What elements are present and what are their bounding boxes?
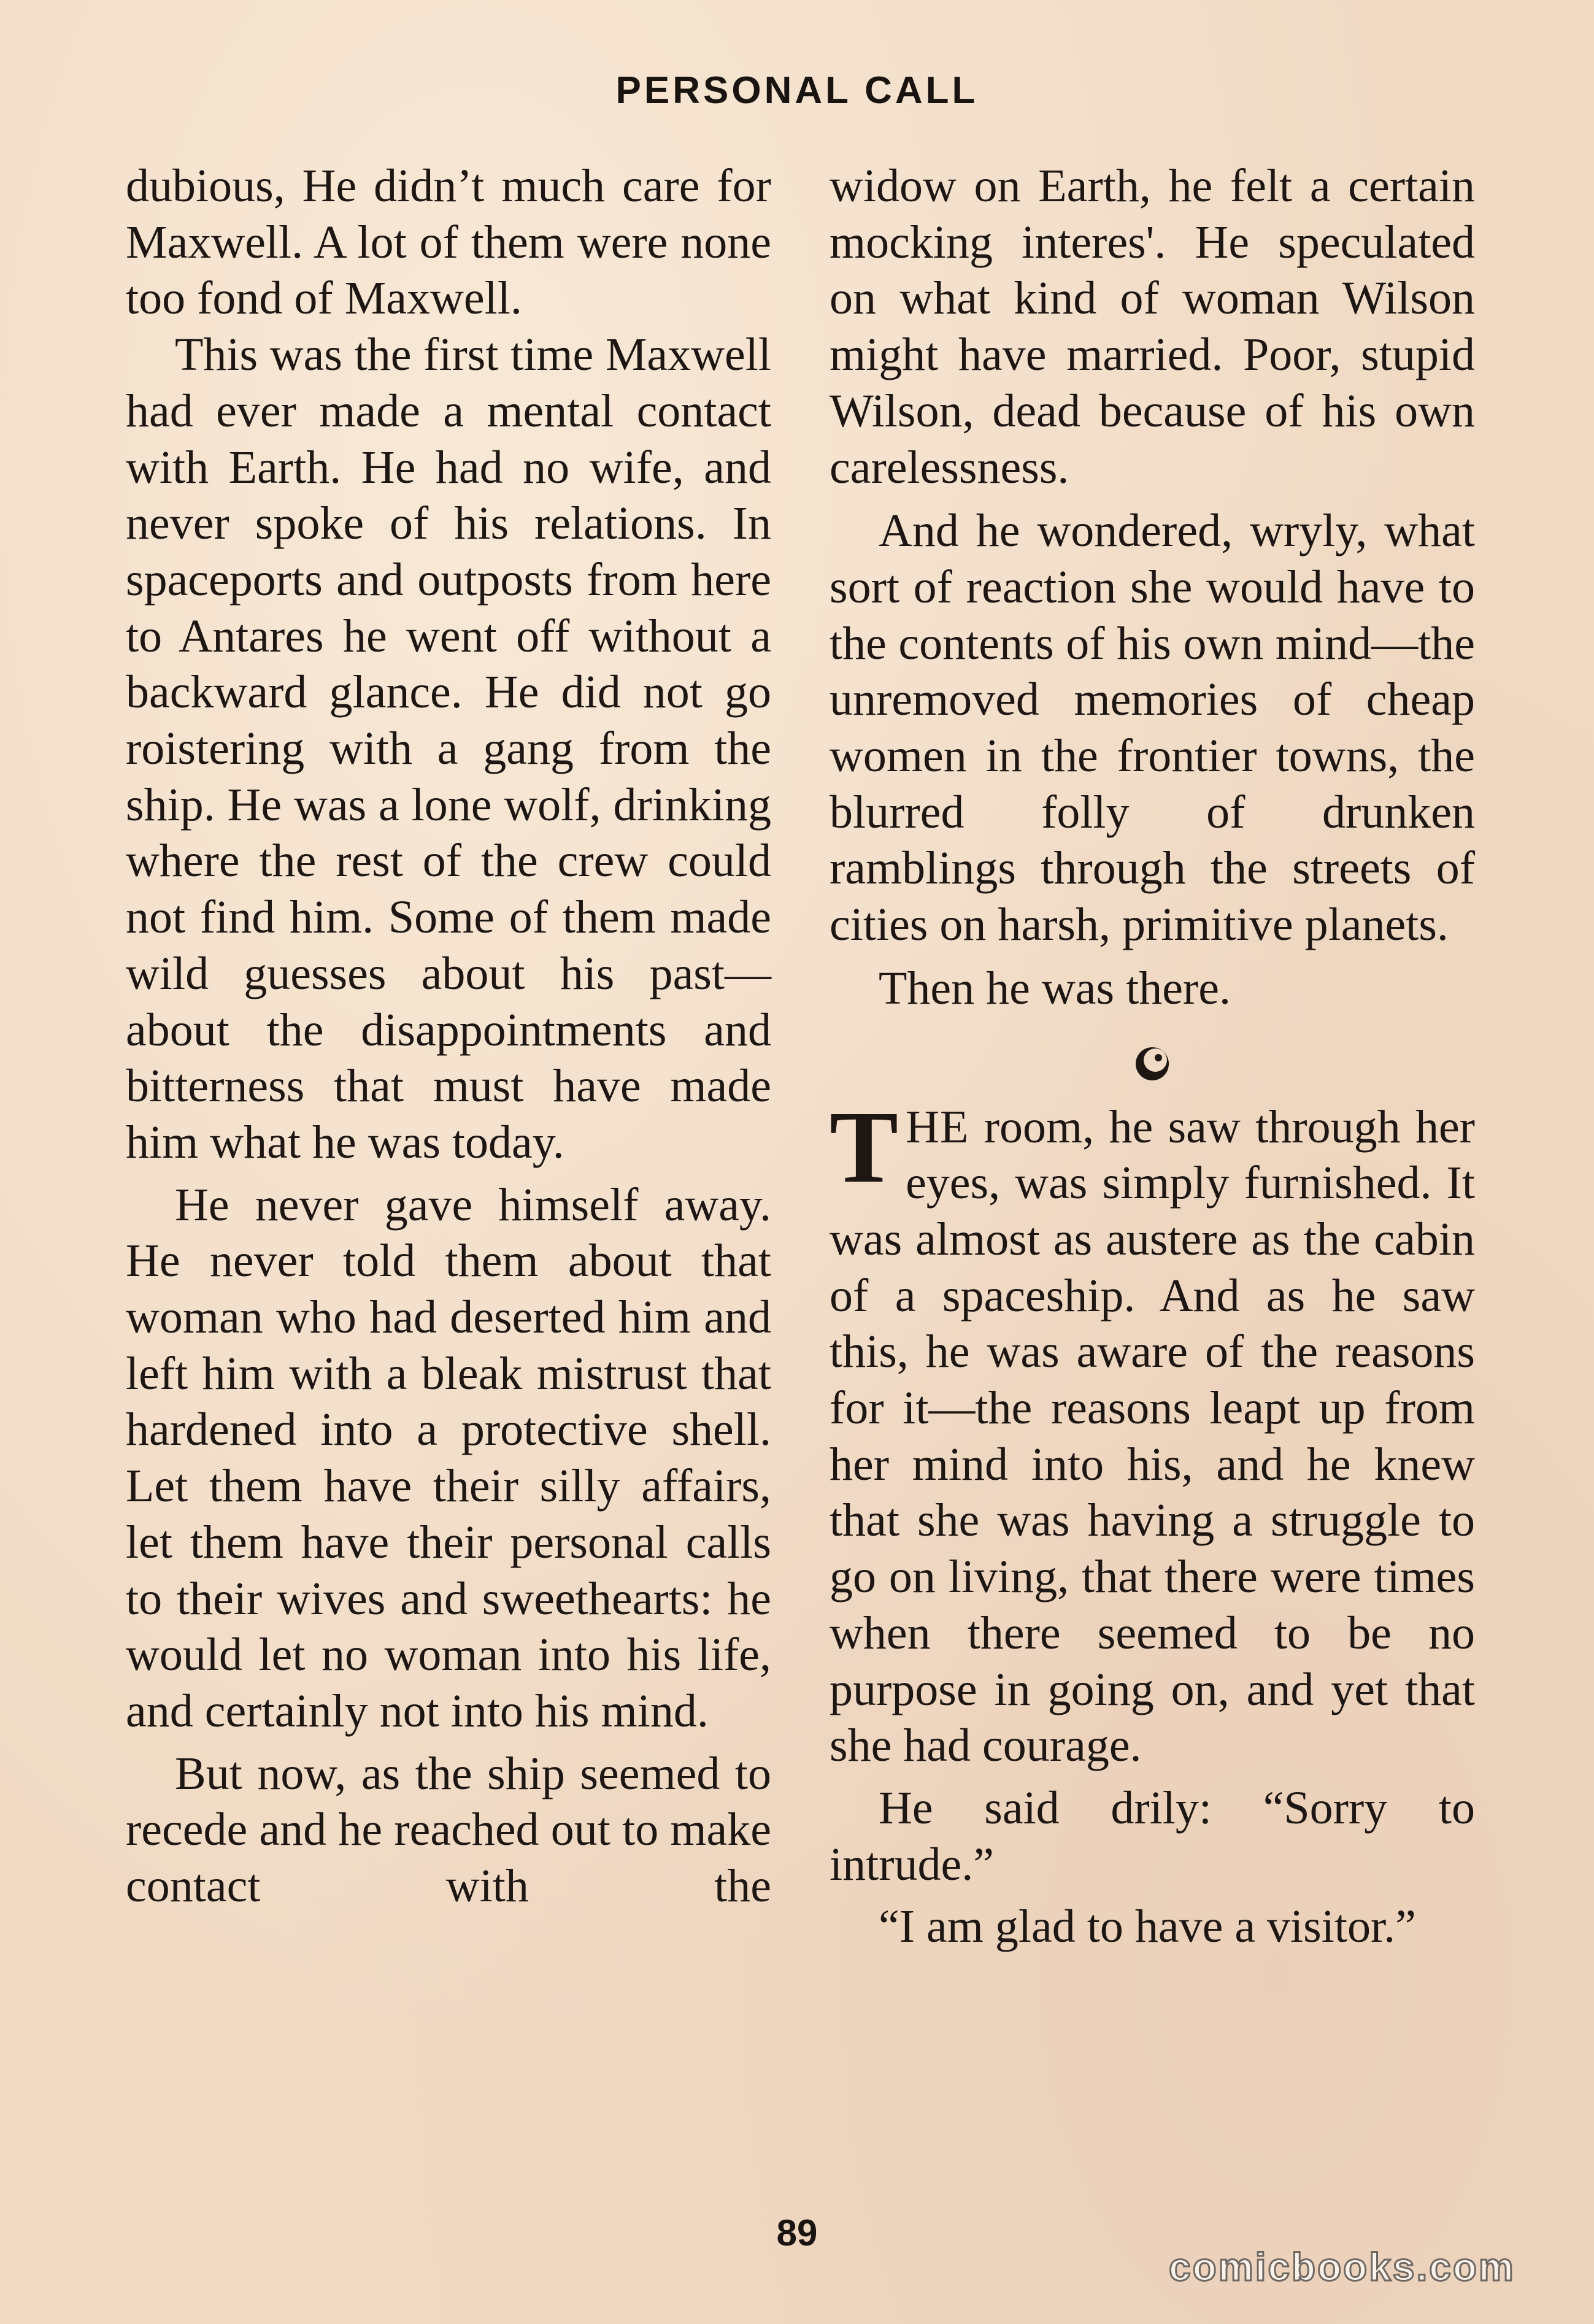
- small-caps-lead: HE: [906, 1101, 969, 1153]
- paragraph: He never gave himself away. He never told them about that woman who had deserted him and left him with a bleak mistrust that hardened into a protective shell. Let them have their silly affairs, let them have their personal calls to their wives and sweethearts: he would let no woman into his life, and certainly not into his mind.: [126, 1179, 771, 1737]
- source-watermark: comicbooks.com: [1169, 2245, 1515, 2289]
- paragraph: widow on Earth, he felt a certain mocking interes'. He speculated on what kind of woman Wilson might have married. Poor, stupid Wilson, dead because of his own carelessness.: [830, 160, 1475, 493]
- running-title: PERSONAL CALL: [615, 69, 979, 112]
- paragraph: He said drily: “Sorry to intrude.”: [830, 1782, 1475, 1890]
- right-column: [830, 158, 1475, 1955]
- crescent-moon-ornament-icon: [830, 1020, 1475, 1099]
- paragraph: Then he was there.: [879, 962, 1231, 1014]
- paragraph: This was the first time Maxwell had ever made a mental contact with Earth. He had no wife, and never spoke of his relations. In spaceports and outposts from here to Antares he went off without a backward glance. He did not go roistering with a gang from the ship. He was a lone wolf, drinking where the rest of the crew could not find him. Some of them made wild guesses about his past—about the disappointments and bitterness that must have made him what he was today.: [126, 329, 771, 1168]
- paragraph: dubious, He didn’t much care for Maxwell. A lot of them were none too fond of Maxwell.: [126, 160, 771, 325]
- left-column: [126, 158, 771, 1915]
- paragraph: “I am glad to have a visitor.”: [879, 1901, 1416, 1953]
- page-number: 89: [776, 2212, 818, 2253]
- paragraph: But now, as the ship seemed to recede and he reached out to make contact with the: [126, 1747, 771, 1912]
- paragraph-text: room, he saw through her eyes, was simply furnished. It was almost as austere as the cabin of a spaceship. And as he saw this, he was aware of the reasons for it—the reasons leapt up from her mind into his, and he knew that she was having a struggle to go on living, that there were times when there seemed to be no purpose in going on, and yet that she had courage.: [830, 1101, 1475, 1772]
- drop-cap: T: [830, 1090, 899, 1204]
- paragraph: And he wondered, wryly, what sort of reaction she would have to the contents of his own mind—the unremoved memories of cheap women in the frontier towns, the blurred folly of drunken ramblings through the streets of cities on harsh, primitive planets.: [830, 505, 1475, 951]
- section-opening-paragraph: [830, 1090, 1475, 1774]
